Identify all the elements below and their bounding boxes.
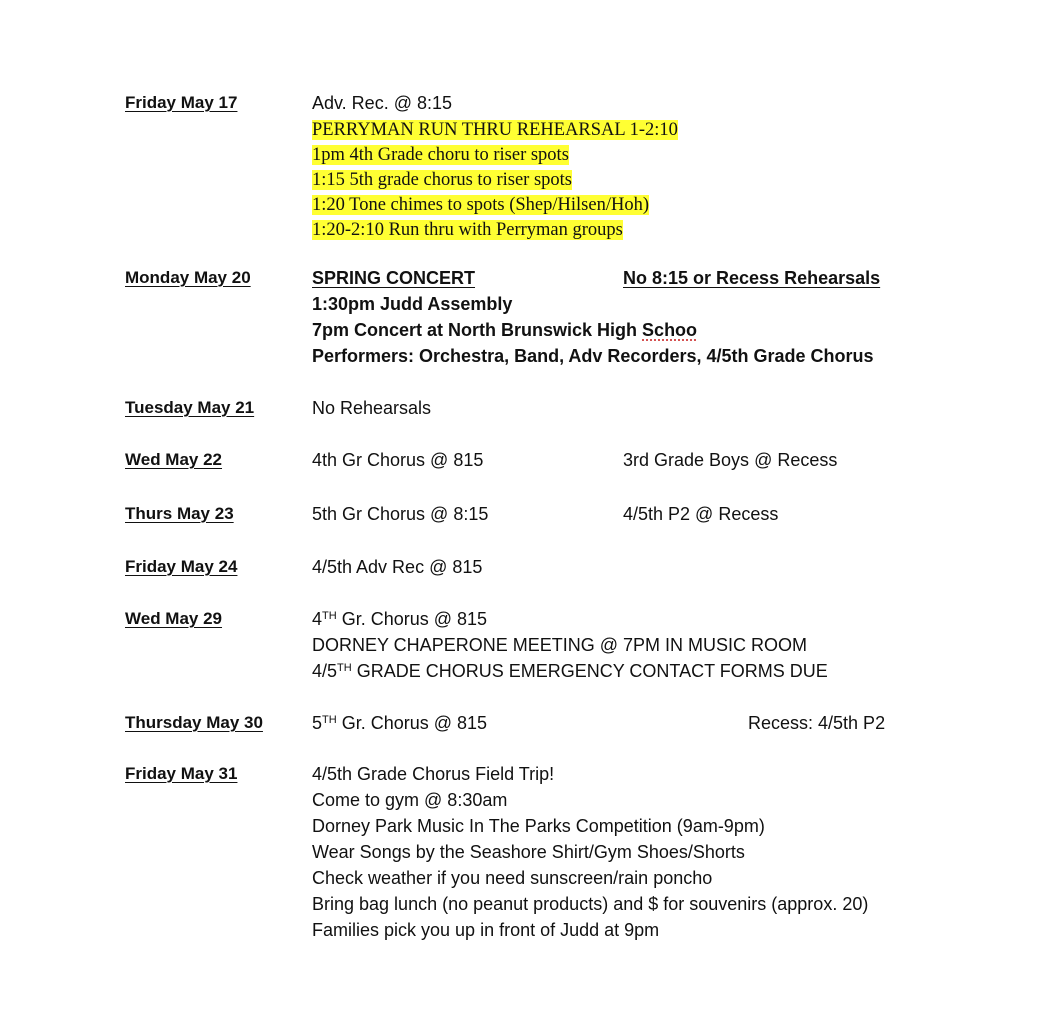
may24-adv-rec: 4/5th Adv Rec @ 815	[312, 557, 483, 577]
date-friday-may-31: Friday May 31	[125, 764, 238, 783]
may17-highlight-3: 1:15 5th grade chorus to riser spots	[312, 170, 572, 190]
may31-line: Come to gym @ 8:30am	[312, 790, 508, 810]
may31-line: Dorney Park Music In The Parks Competition (9am-9pm)	[312, 816, 765, 836]
may31-line: Check weather if you need sunscreen/rain poncho	[312, 868, 713, 888]
may17-adv-rec: Adv. Rec. @ 8:15	[312, 93, 453, 113]
may29-contact-forms: 4/5TH GRADE CHORUS EMERGENCY CONTACT FORMS DUE	[312, 661, 828, 681]
date-monday-may-20: Monday May 20	[125, 268, 251, 287]
may30-chorus: 5TH Gr. Chorus @ 815	[312, 713, 488, 733]
spring-concert-title: SPRING CONCERT	[312, 268, 476, 288]
may29-chaperone-meeting: DORNEY CHAPERONE MEETING @ 7PM IN MUSIC ROOM	[312, 635, 807, 655]
may17-highlight-2: 1pm 4th Grade choru to riser spots	[312, 145, 569, 165]
date-wed-may-29: Wed May 29	[125, 609, 223, 628]
may30-recess: Recess: 4/5th P2	[748, 713, 886, 733]
may31-line: 4/5th Grade Chorus Field Trip!	[312, 764, 555, 784]
may17-highlight-4: 1:20 Tone chimes to spots (Shep/Hilsen/Hoh)	[312, 195, 649, 215]
may22-boys: 3rd Grade Boys @ Recess	[623, 450, 838, 470]
may20-performers: Performers: Orchestra, Band, Adv Recorders, 4/5th Grade Chorus	[312, 346, 874, 366]
date-thurs-may-23: Thurs May 23	[125, 504, 234, 523]
may17-highlight-5: 1:20-2:10 Run thru with Perryman groups	[312, 220, 623, 240]
date-thursday-may-30: Thursday May 30	[125, 713, 263, 732]
date-tuesday-may-21: Tuesday May 21	[125, 398, 255, 417]
date-wed-may-22: Wed May 22	[125, 450, 223, 469]
date-friday-may-24: Friday May 24	[125, 557, 238, 576]
may31-line: Families pick you up in front of Judd at 9pm	[312, 920, 660, 940]
may17-highlight-1: PERRYMAN RUN THRU REHEARSAL 1-2:10	[312, 120, 678, 140]
may23-chorus: 5th Gr Chorus @ 8:15	[312, 504, 489, 524]
may20-concert: 7pm Concert at North Brunswick High Schoo	[312, 320, 698, 340]
date-friday-may-17: Friday May 17	[125, 93, 238, 112]
no-rehearsals-note: No 8:15 or Recess Rehearsals	[623, 268, 881, 288]
may31-line: Bring bag lunch (no peanut products) and $ for souvenirs (approx. 20)	[312, 894, 869, 914]
may21-no-rehearsals: No Rehearsals	[312, 398, 432, 418]
may29-chorus: 4TH Gr. Chorus @ 815	[312, 609, 488, 629]
may22-chorus: 4th Gr Chorus @ 815	[312, 450, 484, 470]
may31-line: Wear Songs by the Seashore Shirt/Gym Shoes/Shorts	[312, 842, 745, 862]
may23-recess: 4/5th P2 @ Recess	[623, 504, 779, 524]
misspelled-word: Schoo	[642, 320, 698, 340]
may20-judd-assembly: 1:30pm Judd Assembly	[312, 294, 513, 314]
